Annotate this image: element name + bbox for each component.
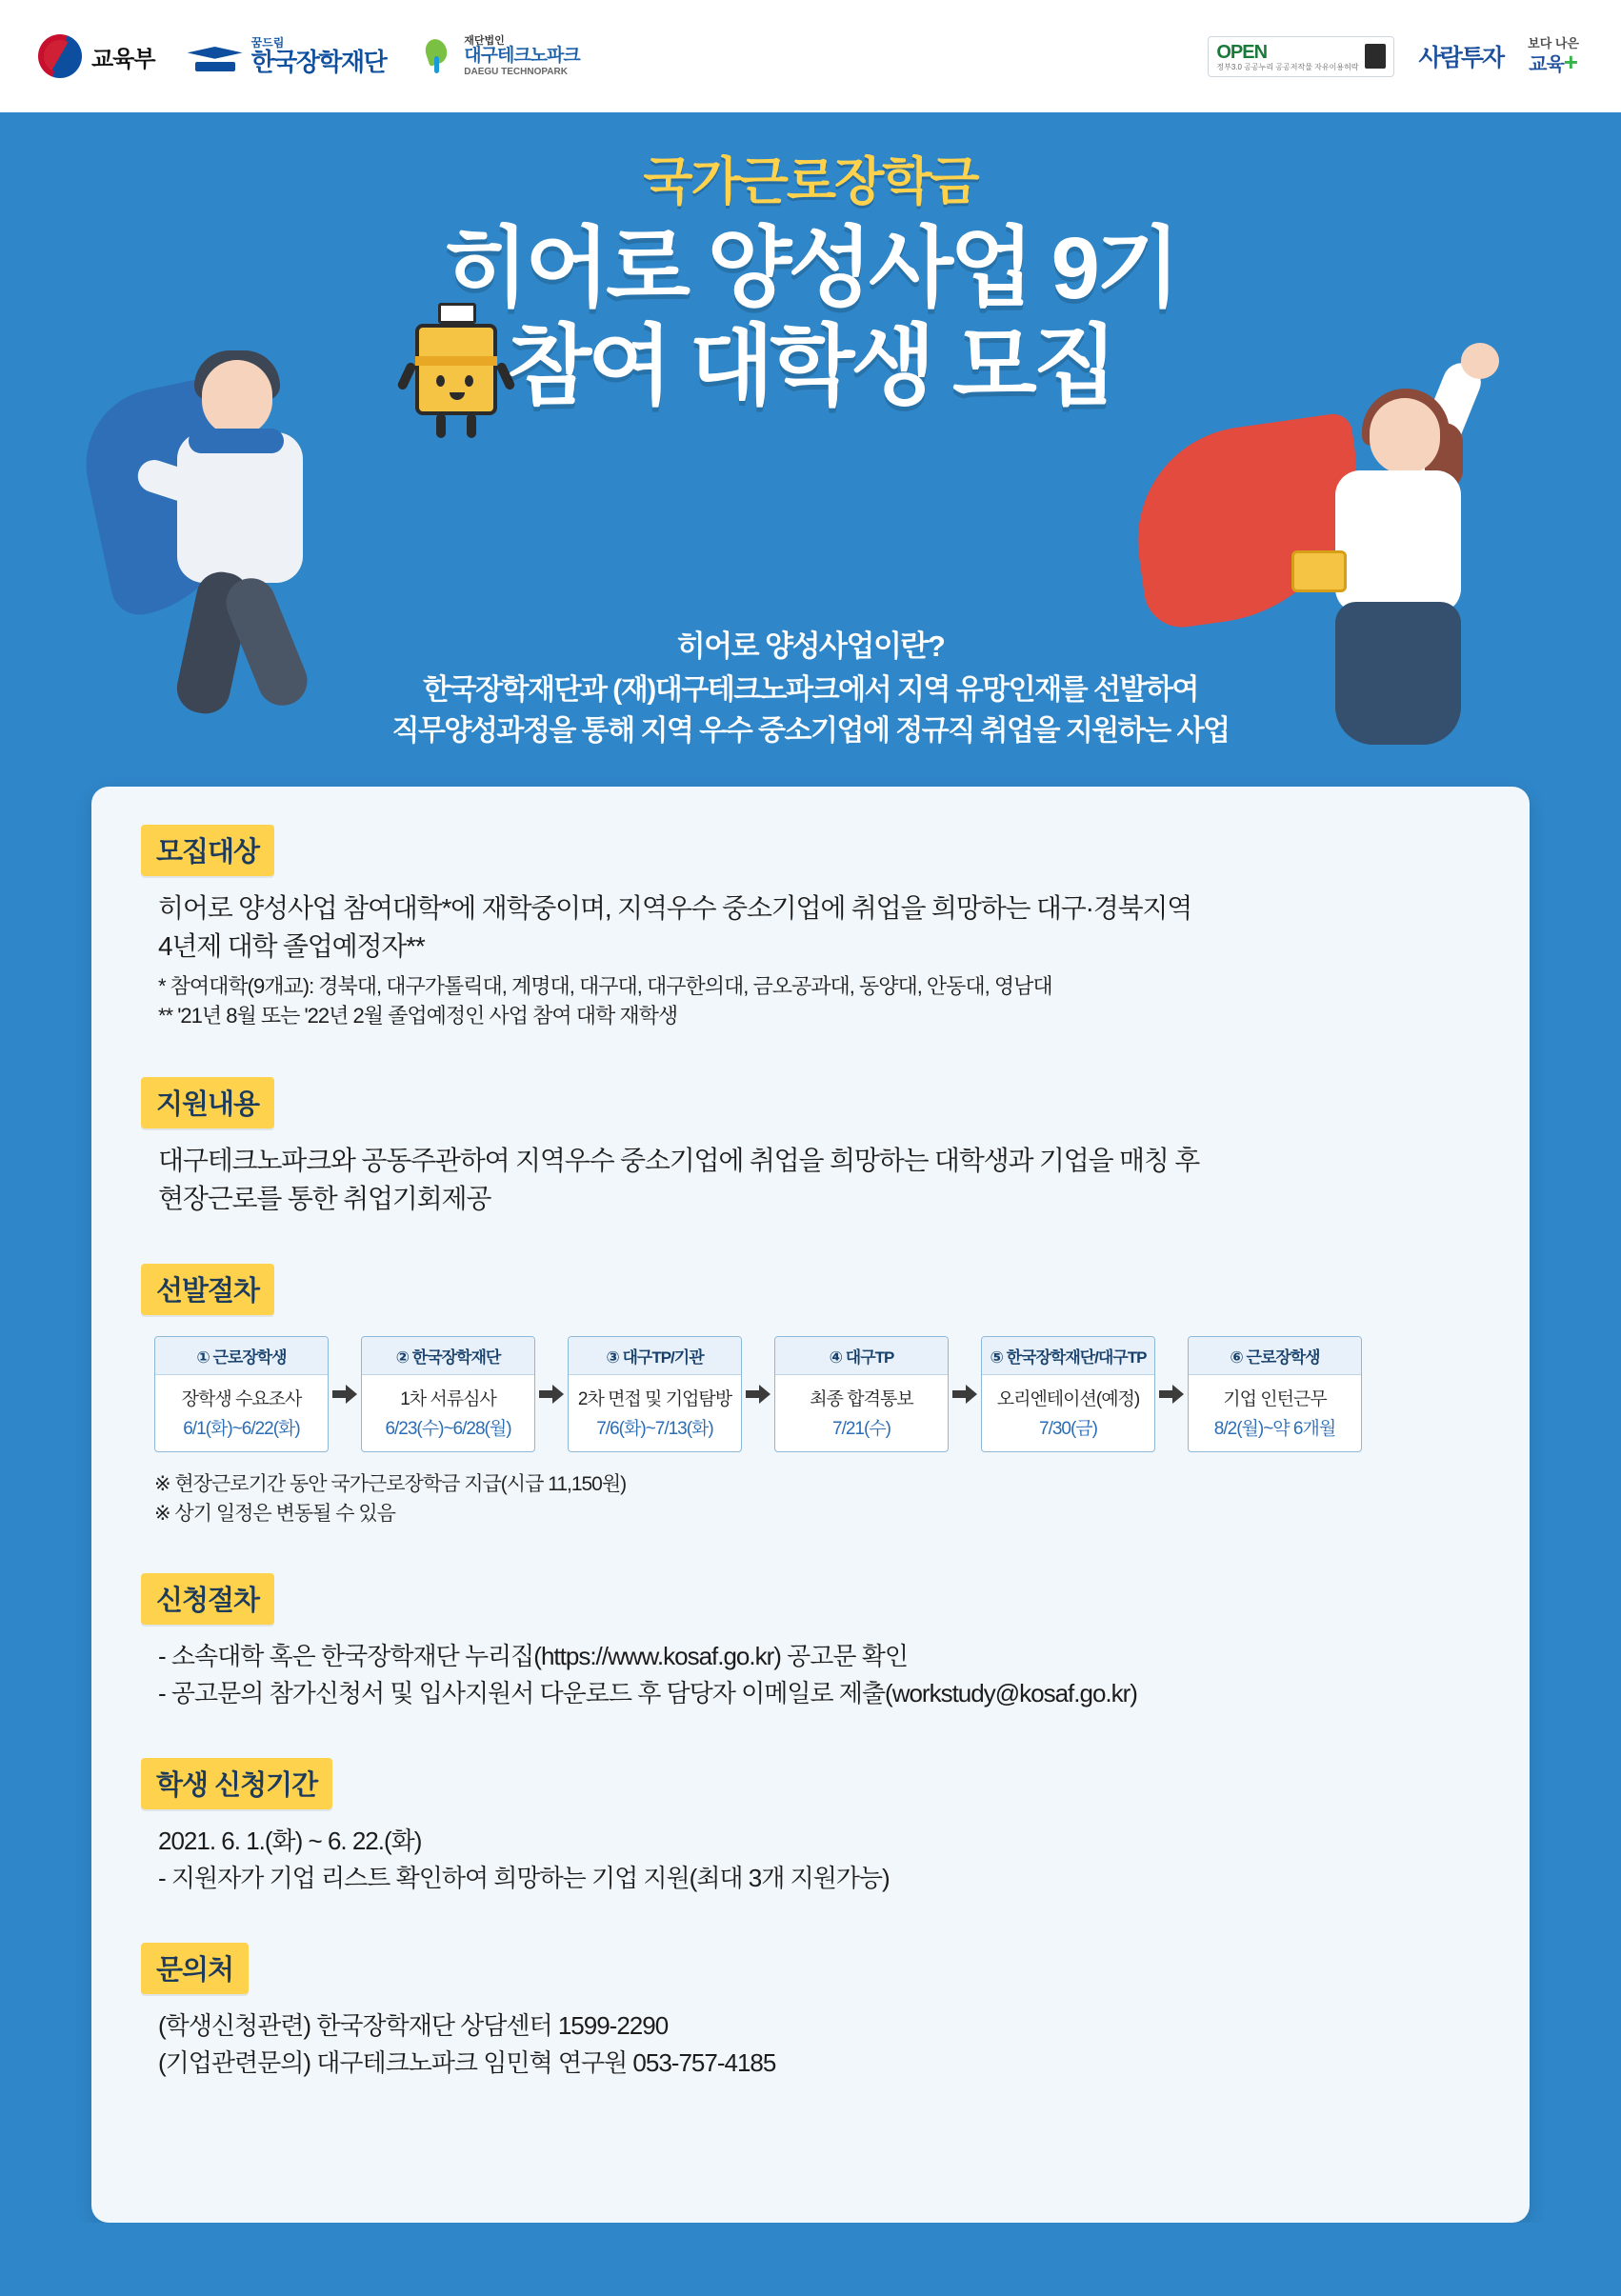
arrow-icon [949,1385,981,1404]
section-target-line2: 4년제 대학 졸업예정자** [158,930,425,961]
open-logo-word: OPEN [1216,41,1268,63]
process-step-2-head: ② 한국장학재단 [362,1337,534,1375]
process-note-2: ※ 상기 일정은 변동될 수 있음 [154,1503,395,1526]
process-step-6 [1188,1336,1362,1452]
graduation-cap-icon [188,37,243,75]
better-education-line2: 교육 [1529,54,1564,76]
top-logo-bar [0,0,1621,112]
process-step-5 [981,1336,1155,1452]
kosaf-logo [188,37,387,75]
daegu-technopark-logo [418,35,579,77]
section-contact-line1: (학생신청관련) 한국장학재단 상담센터 1599-2290 [158,2010,669,2040]
section-process [141,1264,1480,1529]
section-support-line1: 대구테크노파크와 공동주관하여 지역우수 중소기업에 취업을 희망하는 대학생과 기업을 매칭 후 [158,1146,1200,1176]
process-step-4-date: 7/21(수) [832,1418,891,1439]
process-step-4-title: 최종 합격통보 [810,1388,913,1409]
kosaf-logo-sub: 꿈드림 [250,36,285,50]
process-step-5-date: 7/30(금) [1039,1418,1097,1439]
dtp-logo-line3: DAEGU TECHNOPARK [464,66,568,77]
section-target-note1: * 참여대학(9개교): 경북대, 대구가톨릭대, 계명대, 대구대, 대구한의대, 금오공과대, 동양대, 안동대, 영남대 [158,973,1052,998]
arrow-icon [742,1385,774,1404]
process-step-4-head: ④ 대구TP [775,1337,948,1375]
people-investment-label: 사람투자 [1418,45,1504,71]
section-target-line1: 히어로 양성사업 참여대학*에 재학중이며, 지역우수 중소기업에 취업을 희망하는 대구·경북지역 [158,893,1192,923]
hero-subtitle-block [0,622,1621,751]
hero-kicker: 국가근로장학금 [643,153,978,210]
section-contact [141,1943,1480,2082]
hero-title-block [0,141,1621,416]
section-target-heading: 모집대상 [141,825,274,876]
section-target-note2: ** '21년 8월 또는 '22년 2월 졸업예정인 사업 참여 대학 재학생 [158,1004,678,1028]
ministry-of-education-logo [38,34,155,78]
process-step-1-head: ① 근로장학생 [155,1337,328,1375]
plus-icon: + [1563,48,1578,77]
process-step-1 [154,1336,329,1452]
process-step-6-title: 기업 인턴근무 [1223,1388,1327,1409]
arrow-icon [535,1385,568,1404]
kosaf-logo-name: 한국장학재단 [250,47,387,76]
section-target [141,825,1480,1031]
taegeuk-icon [38,34,82,78]
process-step-3-title: 2차 면접 및 기업탐방 [577,1388,732,1409]
process-step-4 [774,1336,949,1452]
process-step-2-title: 1차 서류심사 [400,1388,496,1409]
section-apply-line1: - 소속대학 혹은 한국장학재단 누리집(https://www.kosaf.go.kr) 공고문 확인 [158,1641,908,1670]
section-process-heading: 선발절차 [141,1264,274,1315]
section-contact-line2: (기업관련문의) 대구테크노파크 임민혁 연구원 053-757-4185 [158,2047,776,2077]
people-investment-logo [1419,39,1504,73]
hero-banner [0,112,1621,789]
section-apply [141,1573,1480,1712]
hero-sub-line1: 한국장학재단과 (재)대구테크노파크에서 지역 유망인재를 선발하여 [423,674,1198,706]
hero-sub-question: 히어로 양성사업이란? [676,629,945,663]
selection-process-flow [154,1336,1480,1452]
process-step-5-title: 오리엔테이션(예정) [996,1388,1140,1409]
better-education-line1: 보다 나은 [1528,35,1579,50]
open-person-icon [1365,44,1386,69]
process-step-3 [568,1336,742,1452]
process-step-6-head: ⑥ 근로장학생 [1189,1337,1361,1375]
process-step-6-date: 8/2(월)~약 6개월 [1213,1418,1336,1439]
ministry-of-education-label: 교육부 [91,46,155,72]
section-period-line1: 2021. 6. 1.(화) ~ 6. 22.(화) [158,1826,422,1855]
process-step-1-title: 장학생 수요조사 [181,1388,302,1409]
hero-title-line2: 참여 대학생 모집 [507,318,1114,416]
section-support-line2: 현장근로를 통한 취업기회제공 [158,1184,491,1214]
section-period [141,1758,1480,1897]
process-step-2-date: 6/23(수)~6/28(월) [385,1418,511,1439]
hero-title-line1: 히어로 양성사업 9기 [444,220,1177,317]
process-note-1: ※ 현장근로기간 동안 국가근로장학금 지급(시급 11,150원) [154,1472,627,1495]
section-support [141,1077,1480,1218]
section-apply-line2: - 공고문의 참가신청서 및 입사지원서 다운로드 후 담당자 이메일로 제출(workstudy@kosaf.go.kr) [158,1678,1137,1707]
process-step-1-date: 6/1(화)~6/22(화) [183,1418,300,1439]
leaf-icon [418,37,456,75]
open-logo-sub: 정부3.0 공공누리 공공저작물 자유이용허락 [1216,62,1359,71]
arrow-icon [329,1385,361,1404]
section-support-heading: 지원내용 [141,1077,274,1128]
process-step-3-head: ③ 대구TP/기관 [569,1337,741,1375]
logos-right-group [1208,36,1579,77]
arrow-icon [1155,1385,1188,1404]
section-apply-heading: 신청절차 [141,1573,274,1625]
section-period-heading: 학생 신청기간 [141,1758,332,1809]
dtp-logo-line2: 대구테크노파크 [464,46,580,67]
process-step-2 [361,1336,535,1452]
section-period-line2: - 지원자가 기업 리스트 확인하여 희망하는 기업 지원(최대 3개 지원가능) [158,1863,890,1892]
section-contact-heading: 문의처 [141,1943,249,1994]
better-education-logo [1528,37,1579,76]
dtp-logo-line1: 재단법인 [464,35,505,47]
content-card [91,787,1530,2223]
hero-sub-line2: 직무양성과정을 통해 지역 우수 중소기업에 정규직 취업을 지원하는 사업 [391,714,1230,747]
bottom-strip [0,2223,1621,2296]
process-notes [154,1469,1480,1529]
open-government-logo [1208,36,1393,77]
process-step-5-head: ⑤ 한국장학재단/대구TP [982,1337,1154,1375]
process-step-3-date: 7/6(화)~7/13(화) [596,1418,713,1439]
logos-left-group [38,34,580,78]
